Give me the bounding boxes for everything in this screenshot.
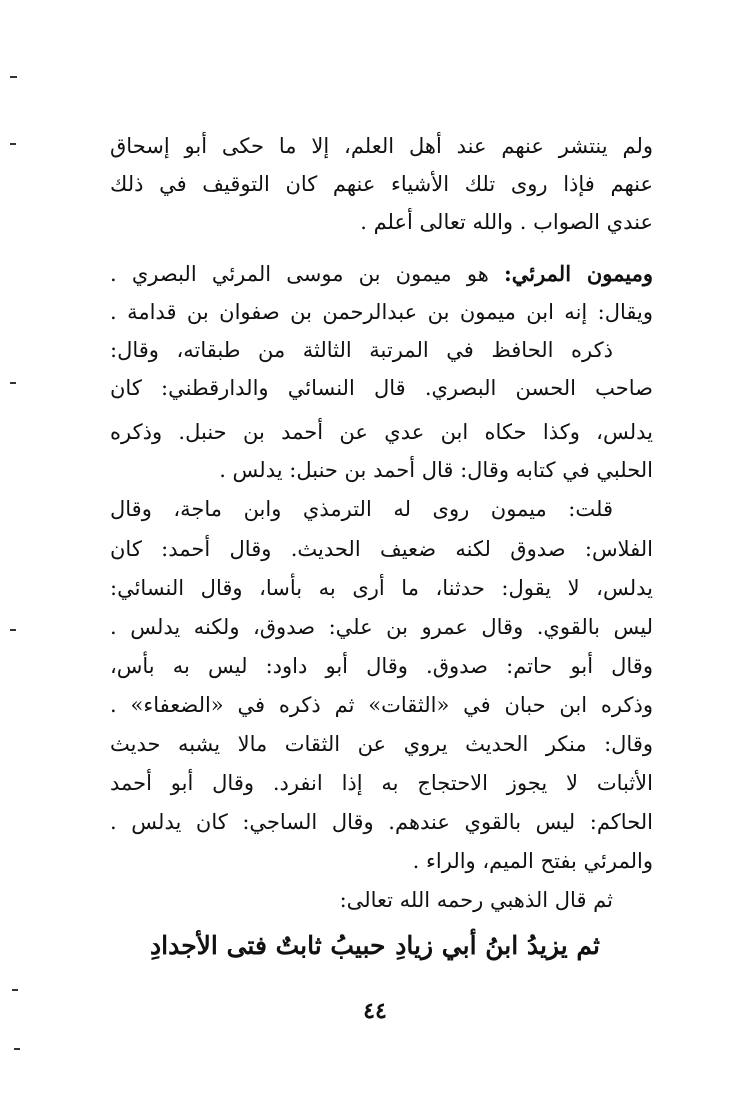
body-line-12: يدلس، لا يقول: حدثنا، ما أرى به بأسا، وقال النسائي: <box>110 576 653 600</box>
body-line-17: الأثبات لا يجوز الاحتجاج به إذا انفرد. وقال أبو أحمد <box>110 771 653 795</box>
body-line-11: الفلاس: صدوق لكنه ضعيف الحديث. وقال أحمد: كان <box>110 537 653 561</box>
body-line-1: ولم ينتشر عنهم عند أهل العلم، إلا ما حكى أبو إسحاق <box>110 134 653 158</box>
margin-mark <box>10 629 16 631</box>
body-line-14: وقال أبو حاتم: صدوق. وقال أبو داود: ليس به بأس، <box>110 654 653 678</box>
page-number: ٤٤ <box>363 998 387 1024</box>
body-line-20: ثم قال الذهبي رحمه الله تعالى: <box>339 888 613 912</box>
verse-first-hemistich: ثم يزيدُ ابنُ أبي زيادِ <box>395 931 600 960</box>
margin-mark <box>10 76 17 78</box>
verse-second-hemistich: حبيبُ ثابتٌ فتى الأجدادِ <box>150 931 386 960</box>
entry-heading-continuation: هو <box>466 262 504 286</box>
entry-heading-text: ميمون بن موسى المرئي البصري . <box>110 262 452 286</box>
body-line-15: وذكره ابن حبان في «الثقات» ثم ذكره في «الضعفاء» . <box>110 693 653 717</box>
margin-mark <box>12 989 18 991</box>
body-line-16: وقال: منكر الحديث يروي عن الثقات مالا يشبه حديث <box>110 732 653 756</box>
body-line-3: عندي الصواب . والله تعالى أعلم . <box>360 210 653 234</box>
body-line-5: ويقال: إنه ابن ميمون بن عبدالرحمن بن صفوان بن قدامة . <box>110 300 653 324</box>
margin-mark <box>14 1048 20 1050</box>
body-line-6: ذكره الحافظ في المرتبة الثالثة من طبقاته، وقال: <box>110 338 613 362</box>
body-line-8: يدلس، وكذا حكاه ابن عدي عن أحمد بن حنبل. وذكره <box>110 420 653 444</box>
margin-mark <box>10 143 16 145</box>
margin-mark <box>10 382 16 384</box>
body-line-19: والمرئي بفتح الميم، والراء . <box>412 849 653 873</box>
poem-verse <box>150 924 600 968</box>
body-line-18: الحاكم: ليس بالقوي عندهم. وقال الساجي: كان يدلس . <box>110 810 653 834</box>
body-line-9: الحلبي في كتابه وقال: قال أحمد بن حنبل: يدلس . <box>219 458 653 482</box>
body-line-13: ليس بالقوي. وقال عمرو بن علي: صدوق، ولكنه يدلس . <box>110 615 653 639</box>
entry-heading-line <box>110 256 653 292</box>
body-line-10: قلت: ميمون روى له الترمذي وابن ماجة، وقال <box>110 497 613 521</box>
body-line-7: صاحب الحسن البصري. قال النسائي والدارقطني: كان <box>110 376 653 400</box>
body-line-2: عنهم فإذا روى تلك الأشياء عنهم كان التوقيف في ذلك <box>110 172 653 196</box>
entry-heading: وميمون المرئي: <box>503 261 653 286</box>
